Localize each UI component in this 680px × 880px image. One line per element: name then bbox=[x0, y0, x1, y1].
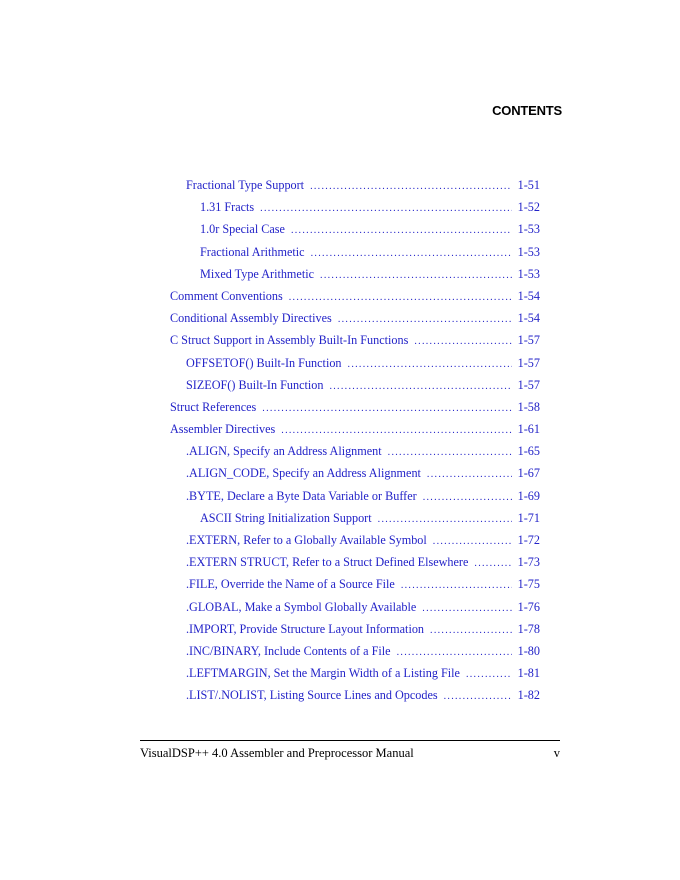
toc-entry-page-number[interactable]: 1-51 bbox=[517, 178, 540, 192]
toc-dot-leader bbox=[310, 176, 512, 198]
toc-entry[interactable] bbox=[170, 374, 540, 396]
toc-dot-leader bbox=[401, 575, 512, 597]
toc-entry-title[interactable]: .FILE, Override the Name of a Source File bbox=[186, 577, 395, 592]
toc-entry-title[interactable]: .LIST/.NOLIST, Listing Source Lines and Opcodes bbox=[186, 688, 438, 703]
toc-entry-page-number[interactable]: 1-76 bbox=[517, 599, 540, 614]
toc-entry-page-number[interactable]: 1-75 bbox=[517, 577, 540, 592]
toc-entry-page-number[interactable]: 1-53 bbox=[517, 244, 540, 259]
toc-entry-page-number[interactable]: 1-69 bbox=[517, 488, 540, 503]
toc-entry-title[interactable]: .IMPORT, Provide Structure Layout Information bbox=[186, 621, 425, 636]
toc-dot-leader bbox=[260, 198, 511, 220]
toc-entry-title[interactable]: SIZEOF() Built-In Function bbox=[186, 377, 324, 392]
toc-dot-leader bbox=[427, 464, 512, 486]
toc-entry[interactable] bbox=[170, 462, 540, 484]
toc-entry-page-number[interactable]: 1-65 bbox=[517, 444, 540, 459]
toc-entry-page-number[interactable]: 1-61 bbox=[517, 422, 540, 437]
page-header-title: CONTENTS bbox=[492, 103, 562, 118]
toc-dot-leader bbox=[262, 398, 511, 420]
toc-entry-title[interactable]: .EXTERN STRUCT, Refer to a Struct Defined Elsewhere bbox=[186, 555, 469, 570]
toc-entry[interactable] bbox=[170, 596, 540, 618]
toc-entry-page-number[interactable]: 1-71 bbox=[517, 510, 540, 525]
footer-page-number: v bbox=[553, 746, 560, 760]
toc-entry[interactable] bbox=[170, 218, 540, 240]
toc-entry-title[interactable]: Conditional Assembly Directives bbox=[170, 311, 332, 326]
toc-entry[interactable] bbox=[170, 640, 540, 662]
toc-dot-leader bbox=[414, 331, 511, 353]
toc-entry[interactable] bbox=[170, 662, 540, 684]
toc-entry[interactable] bbox=[170, 507, 540, 529]
toc-entry-page-number[interactable]: 1-82 bbox=[517, 688, 540, 703]
toc-entry-title[interactable]: C Struct Support in Assembly Built-In Functions bbox=[170, 333, 409, 348]
toc-entry[interactable] bbox=[170, 174, 540, 196]
footer-divider bbox=[140, 740, 560, 741]
toc-entry-title[interactable]: .BYTE, Declare a Byte Data Variable or Buffer bbox=[186, 488, 417, 503]
toc-entry-page-number[interactable]: 1-67 bbox=[517, 466, 540, 481]
toc-entry-page-number[interactable]: 1-54 bbox=[517, 288, 540, 303]
toc-entry-page-number[interactable]: 1-54 bbox=[517, 311, 540, 326]
toc-entry-page-number[interactable]: 1-78 bbox=[517, 621, 540, 636]
toc-entry-title[interactable]: .LEFTMARGIN, Set the Margin Width of a Listing File bbox=[186, 666, 460, 681]
toc-dot-leader bbox=[430, 620, 512, 642]
table-of-contents bbox=[170, 174, 540, 707]
toc-entry-page-number[interactable]: 1-80 bbox=[517, 643, 540, 658]
toc-entry-title[interactable]: 1.0r Special Case bbox=[200, 222, 285, 237]
toc-dot-leader bbox=[291, 220, 512, 242]
toc-entry-title[interactable]: Comment Conventions bbox=[170, 288, 283, 303]
toc-entry-page-number[interactable]: 1-58 bbox=[517, 399, 540, 414]
toc-entry[interactable] bbox=[170, 573, 540, 595]
toc-entry-title[interactable]: .ALIGN, Specify an Address Alignment bbox=[186, 444, 382, 459]
toc-entry-title[interactable]: .GLOBAL, Make a Symbol Globally Available bbox=[186, 599, 417, 614]
toc-dot-leader bbox=[466, 664, 512, 686]
toc-dot-leader bbox=[474, 553, 511, 575]
toc-dot-leader bbox=[311, 243, 512, 265]
toc-entry[interactable] bbox=[170, 551, 540, 573]
toc-entry-title[interactable]: Struct References bbox=[170, 399, 257, 414]
toc-entry[interactable] bbox=[170, 263, 540, 285]
toc-entry-title[interactable]: Mixed Type Arithmetic bbox=[200, 266, 315, 281]
toc-entry-title[interactable]: OFFSETOF() Built-In Function bbox=[186, 355, 342, 370]
toc-entry[interactable] bbox=[170, 329, 540, 351]
toc-entry[interactable] bbox=[170, 307, 540, 329]
footer-manual-title: VisualDSP++ 4.0 Assembler and Preprocessor Manual bbox=[140, 746, 414, 760]
toc-dot-leader bbox=[433, 531, 512, 553]
toc-entry[interactable] bbox=[170, 396, 540, 418]
toc-dot-leader bbox=[422, 598, 511, 620]
toc-dot-leader bbox=[289, 287, 512, 309]
toc-dot-leader bbox=[338, 309, 512, 331]
toc-entry-title[interactable]: .INC/BINARY, Include Contents of a File bbox=[186, 643, 391, 658]
toc-entry[interactable] bbox=[170, 241, 540, 263]
toc-entry-page-number[interactable]: 1-53 bbox=[517, 222, 540, 237]
toc-dot-leader bbox=[378, 509, 512, 531]
toc-entry[interactable] bbox=[170, 529, 540, 551]
toc-dot-leader bbox=[348, 354, 512, 376]
toc-entry[interactable] bbox=[170, 684, 540, 706]
toc-entry[interactable] bbox=[170, 285, 540, 307]
toc-entry[interactable] bbox=[170, 618, 540, 640]
toc-dot-leader bbox=[397, 642, 512, 664]
toc-dot-leader bbox=[320, 265, 512, 287]
toc-entry-page-number[interactable]: 1-52 bbox=[517, 200, 540, 215]
toc-entry-page-number[interactable]: 1-57 bbox=[517, 333, 540, 348]
toc-dot-leader bbox=[444, 686, 512, 708]
toc-entry-title[interactable]: 1.31 Fracts bbox=[200, 200, 255, 215]
toc-entry[interactable] bbox=[170, 196, 540, 218]
toc-dot-leader bbox=[423, 487, 512, 509]
toc-entry-title[interactable]: Fractional Arithmetic bbox=[200, 244, 305, 259]
toc-entry[interactable] bbox=[170, 418, 540, 440]
toc-entry-page-number[interactable]: 1-57 bbox=[517, 355, 540, 370]
toc-entry-page-number[interactable]: 1-81 bbox=[517, 666, 540, 681]
toc-dot-leader bbox=[388, 442, 512, 464]
toc-entry[interactable] bbox=[170, 485, 540, 507]
toc-entry[interactable] bbox=[170, 352, 540, 374]
toc-entry-title[interactable]: .EXTERN, Refer to a Globally Available Symbol bbox=[186, 533, 427, 547]
toc-entry-title[interactable]: Fractional Type Support bbox=[186, 178, 305, 192]
toc-entry-page-number[interactable]: 1-73 bbox=[517, 555, 540, 570]
toc-entry-title[interactable]: Assembler Directives bbox=[170, 422, 276, 437]
toc-dot-leader bbox=[281, 420, 511, 442]
toc-entry-page-number[interactable]: 1-53 bbox=[517, 266, 540, 281]
toc-entry[interactable] bbox=[170, 440, 540, 462]
toc-entry-title[interactable]: ASCII String Initialization Support bbox=[200, 510, 372, 525]
toc-entry-page-number[interactable]: 1-72 bbox=[517, 533, 540, 547]
toc-entry-title[interactable]: .ALIGN_CODE, Specify an Address Alignment bbox=[186, 466, 421, 481]
toc-dot-leader bbox=[329, 376, 511, 398]
toc-entry-page-number[interactable]: 1-57 bbox=[517, 377, 540, 392]
